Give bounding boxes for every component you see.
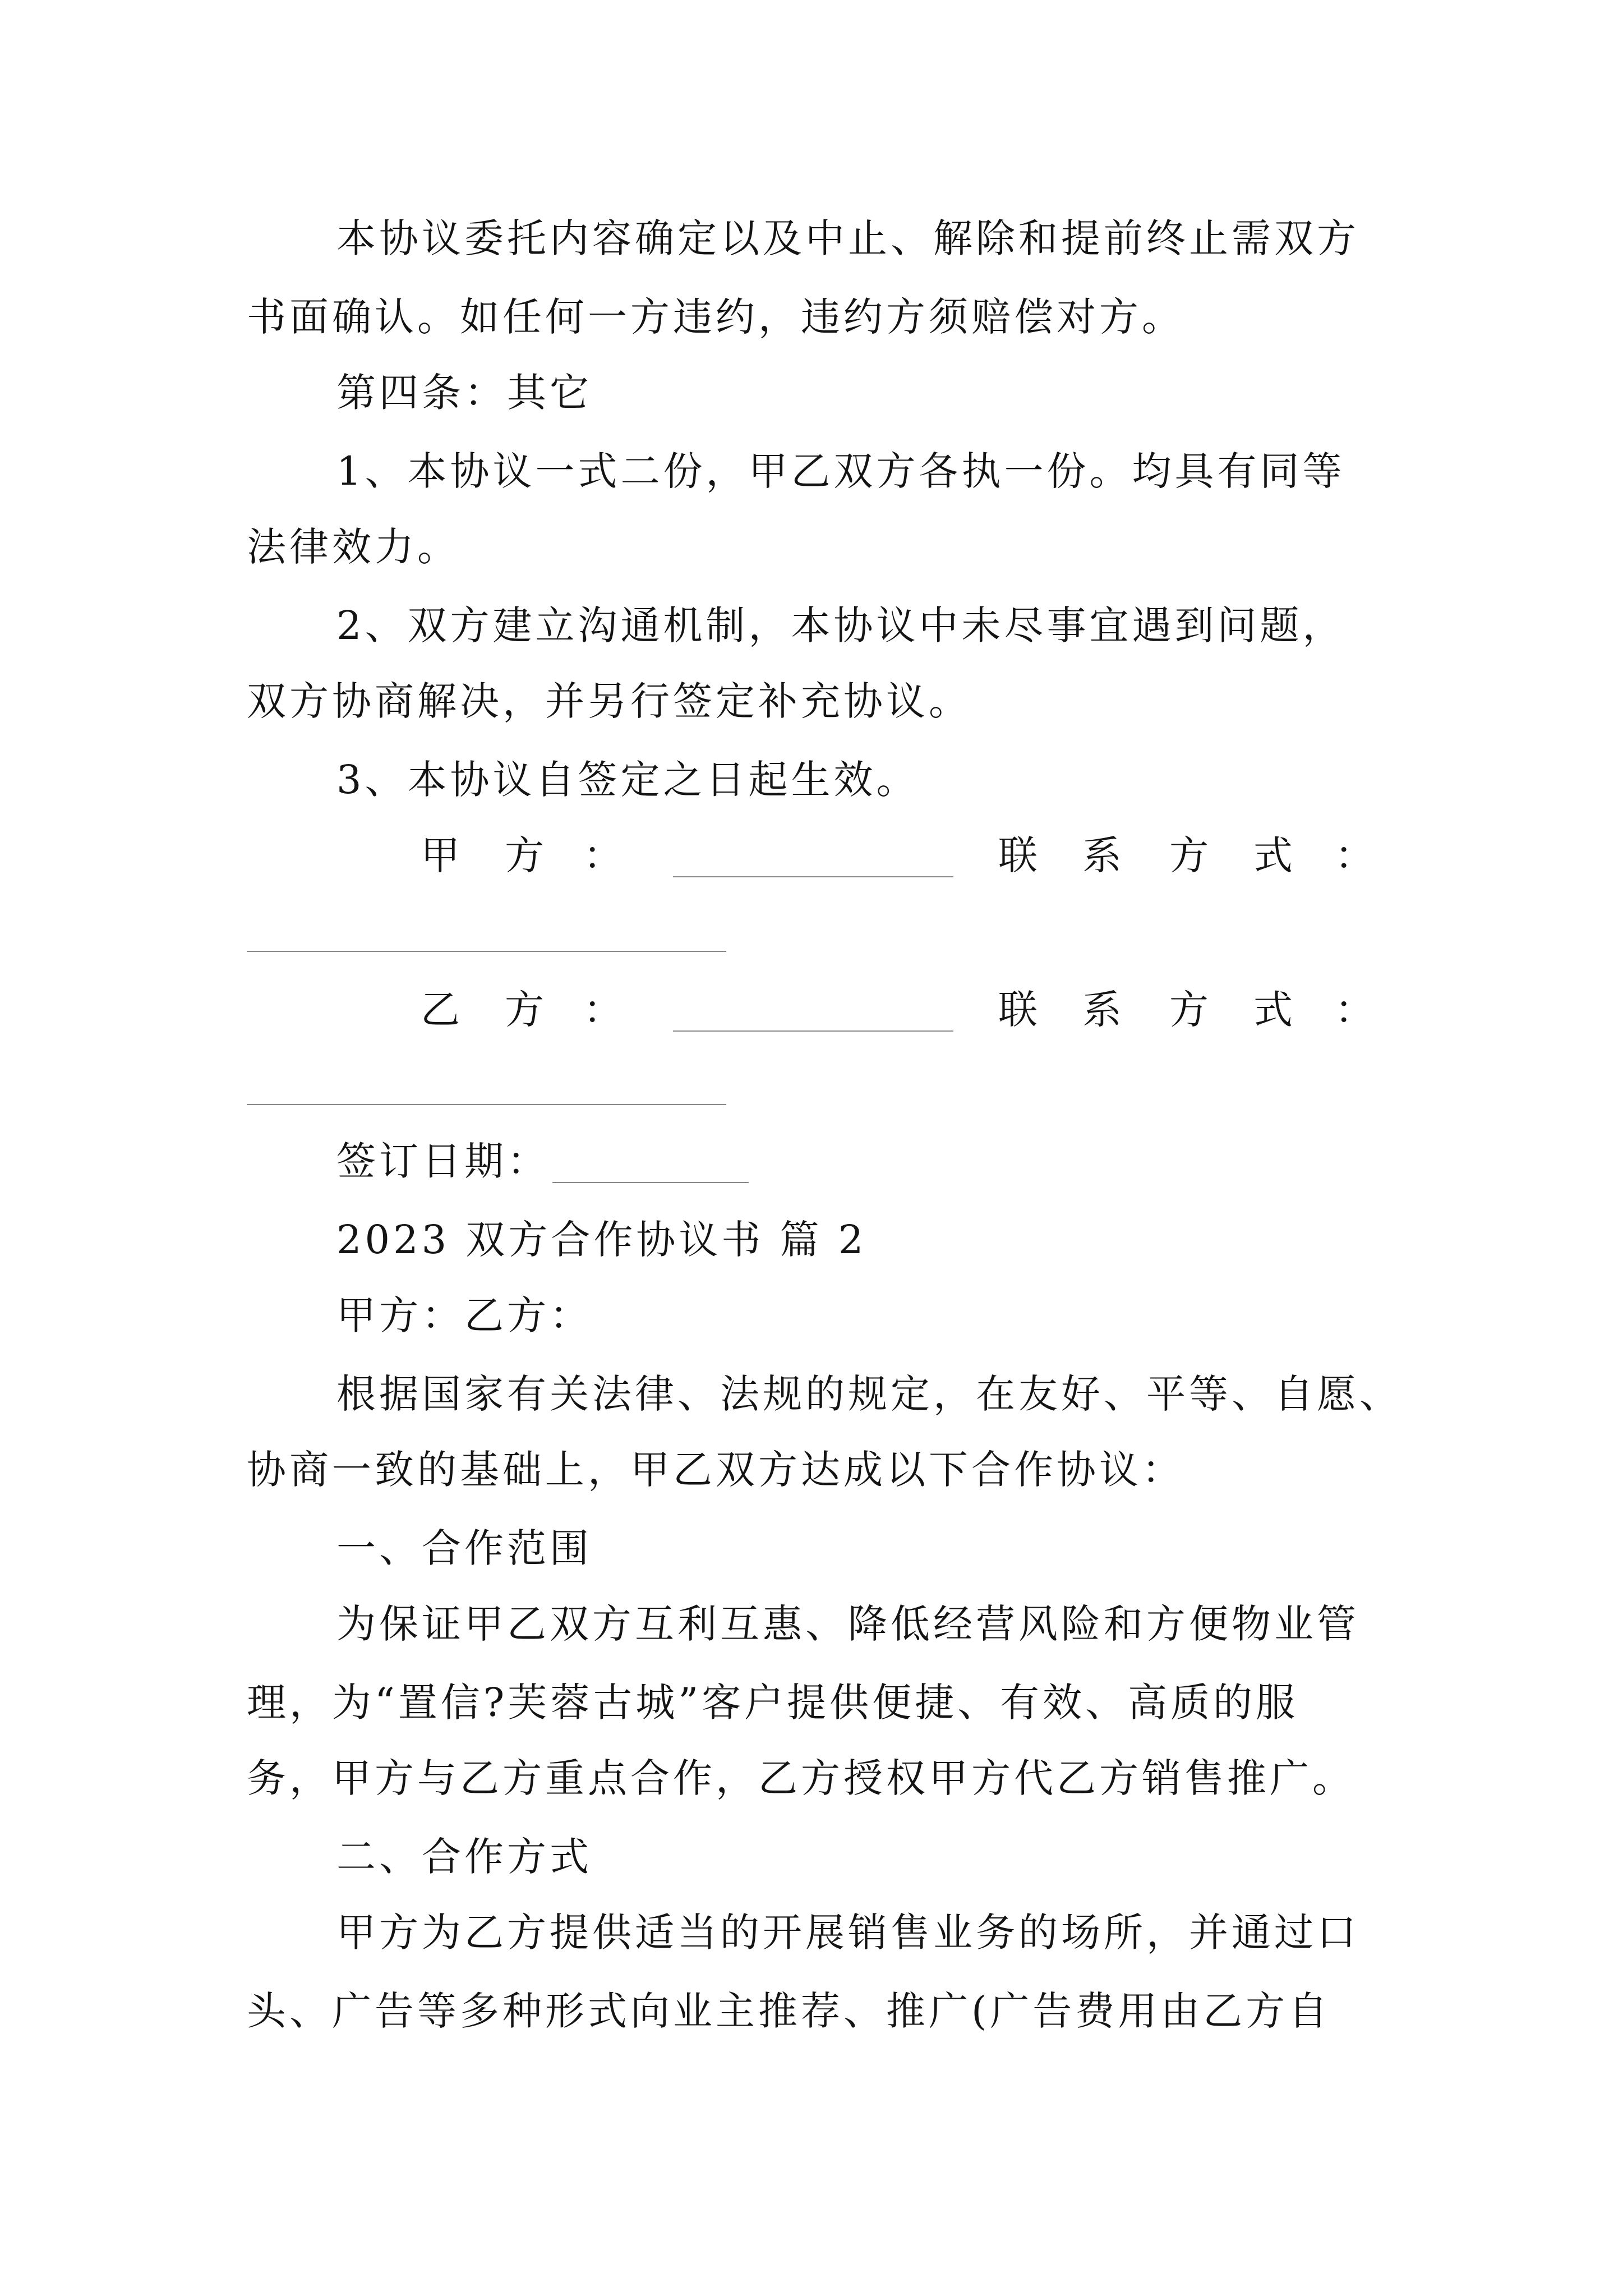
party-a-char: 甲 bbox=[421, 832, 460, 878]
party-a-colon: ： bbox=[583, 832, 623, 878]
sign-date-label: 签订日期： bbox=[336, 1138, 550, 1184]
contact-char: 方 bbox=[1169, 987, 1209, 1033]
party-a-contact-blank bbox=[247, 951, 726, 952]
paragraph-line: 务，甲方与乙方重点合作，乙方授权甲方代乙方销售推广。 bbox=[247, 1755, 1355, 1801]
contact-colon: ： bbox=[1335, 832, 1374, 878]
party-b-blank bbox=[673, 1030, 953, 1032]
paragraph-line: 头、广告等多种形式向业主推荐、推广(广告费用由乙方自 bbox=[247, 1988, 1331, 2034]
paragraph-line: 为保证甲乙双方互利互惠、降低经营风险和方便物业管 bbox=[336, 1601, 1359, 1647]
paragraph-line: 法律效力。 bbox=[247, 524, 460, 570]
contact-char: 式 bbox=[1253, 832, 1293, 878]
contact-colon: ： bbox=[1335, 987, 1374, 1033]
section-heading: 二、合作方式 bbox=[336, 1834, 592, 1880]
paragraph-line: 本协议委托内容确定以及中止、解除和提前终止需双方 bbox=[336, 215, 1359, 261]
paragraph-line: 根据国家有关法律、法规的规定，在友好、平等、自愿、 bbox=[336, 1371, 1402, 1417]
paragraph-line: 3、本协议自签定之日起生效。 bbox=[336, 757, 919, 803]
paragraph-line: 甲方为乙方提供适当的开展销售业务的场所，并通过口 bbox=[336, 1910, 1359, 1955]
party-line: 甲方：乙方： bbox=[336, 1292, 592, 1338]
paragraph-line: 协商一致的基础上，甲乙双方达成以下合作协议： bbox=[247, 1447, 1184, 1493]
contact-char: 联 bbox=[998, 987, 1038, 1033]
sign-date-blank bbox=[552, 1182, 749, 1183]
paragraph-line: 1、本协议一式二份，甲乙双方各执一份。均具有同等 bbox=[336, 448, 1345, 494]
party-b-char: 方 bbox=[505, 987, 544, 1033]
paragraph-line: 书面确认。如任何一方违约，违约方须赔偿对方。 bbox=[247, 294, 1184, 340]
party-b-colon: ： bbox=[583, 987, 623, 1033]
party-b-char: 乙 bbox=[421, 987, 460, 1033]
section-heading: 第四条：其它 bbox=[336, 370, 592, 416]
contact-char: 方 bbox=[1169, 832, 1209, 878]
paragraph-line: 2、双方建立沟通机制，本协议中未尽事宜遇到问题， bbox=[336, 602, 1345, 648]
contact-char: 联 bbox=[998, 832, 1038, 878]
section-heading: 一、合作范围 bbox=[336, 1525, 592, 1571]
paragraph-line: 双方协商解决，并另行签定补充协议。 bbox=[247, 678, 971, 724]
article-title: 2023 双方合作协议书 篇 2 bbox=[336, 1217, 867, 1263]
paragraph-line: 理，为“置信?芙蓉古城”客户提供便捷、有效、高质的服 bbox=[247, 1680, 1299, 1726]
contact-char: 系 bbox=[1082, 987, 1122, 1033]
party-a-char: 方 bbox=[505, 832, 544, 878]
party-a-blank bbox=[673, 876, 953, 877]
party-b-contact-blank bbox=[247, 1104, 726, 1105]
contact-char: 式 bbox=[1253, 987, 1293, 1033]
contact-char: 系 bbox=[1082, 832, 1122, 878]
